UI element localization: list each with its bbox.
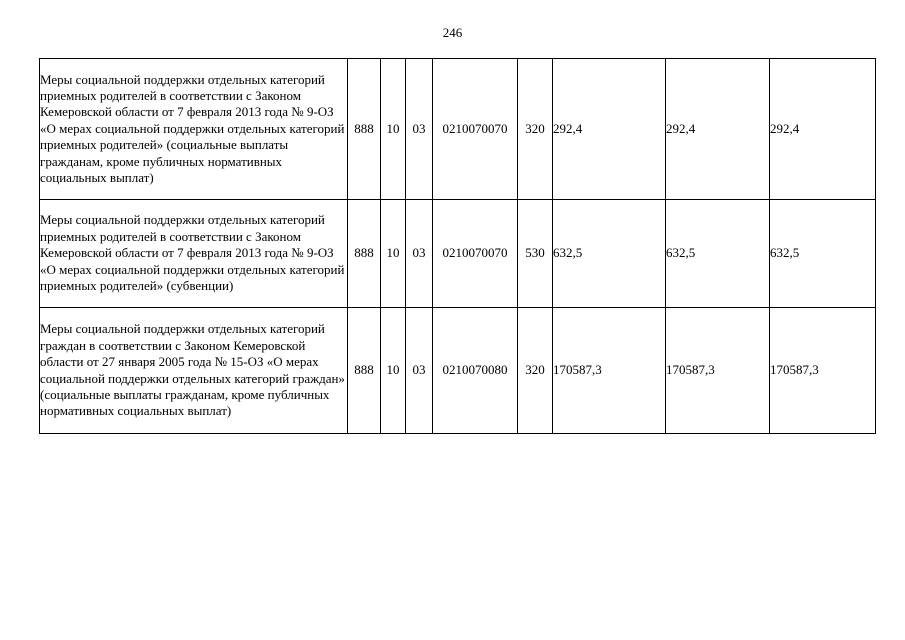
amount-year-3: 170587,3 — [770, 308, 876, 434]
section-code: 10 — [381, 59, 406, 200]
row-description: Меры социальной поддержки отдельных категорий граждан в соответствии с Законом Кемеровской области от 27 января 2005 года № 15-ОЗ «О мерах социальной поддержки отдельных категорий граждан» (социальные выплаты гражданам, кроме публичных нормативных социальных выплат) — [40, 308, 348, 434]
table-row — [40, 308, 876, 434]
amount-year-1: 292,4 — [553, 59, 666, 200]
budget-table — [39, 58, 876, 434]
target-article-code: 0210070070 — [433, 59, 518, 200]
section-code: 10 — [381, 200, 406, 308]
expense-type-code: 320 — [518, 308, 553, 434]
subsection-code: 03 — [406, 59, 433, 200]
ministry-code: 888 — [348, 200, 381, 308]
amount-year-1: 170587,3 — [553, 308, 666, 434]
expense-type-code: 320 — [518, 59, 553, 200]
target-article-code: 0210070080 — [433, 308, 518, 434]
row-description: Меры социальной поддержки отдельных категорий приемных родителей в соответствии с Законом Кемеровской области от 7 февраля 2013 года № 9-ОЗ «О мерах социальной поддержки отдельных категорий приемных родителей» (субвенции) — [40, 200, 348, 308]
expense-type-code: 530 — [518, 200, 553, 308]
table-row — [40, 59, 876, 200]
target-article-code: 0210070070 — [433, 200, 518, 308]
amount-year-1: 632,5 — [553, 200, 666, 308]
section-code: 10 — [381, 308, 406, 434]
subsection-code: 03 — [406, 200, 433, 308]
amount-year-3: 632,5 — [770, 200, 876, 308]
amount-year-2: 632,5 — [666, 200, 770, 308]
ministry-code: 888 — [348, 59, 381, 200]
amount-year-2: 170587,3 — [666, 308, 770, 434]
table-row — [40, 200, 876, 308]
amount-year-3: 292,4 — [770, 59, 876, 200]
amount-year-2: 292,4 — [666, 59, 770, 200]
ministry-code: 888 — [348, 308, 381, 434]
row-description: Меры социальной поддержки отдельных категорий приемных родителей в соответствии с Законом Кемеровской области от 7 февраля 2013 года № 9-ОЗ «О мерах социальной поддержки отдельных категорий приемных родителей» (социальные выплаты гражданам, кроме публичных нормативных социальных выплат) — [40, 59, 348, 200]
page-number: 246 — [442, 25, 463, 40]
subsection-code: 03 — [406, 308, 433, 434]
